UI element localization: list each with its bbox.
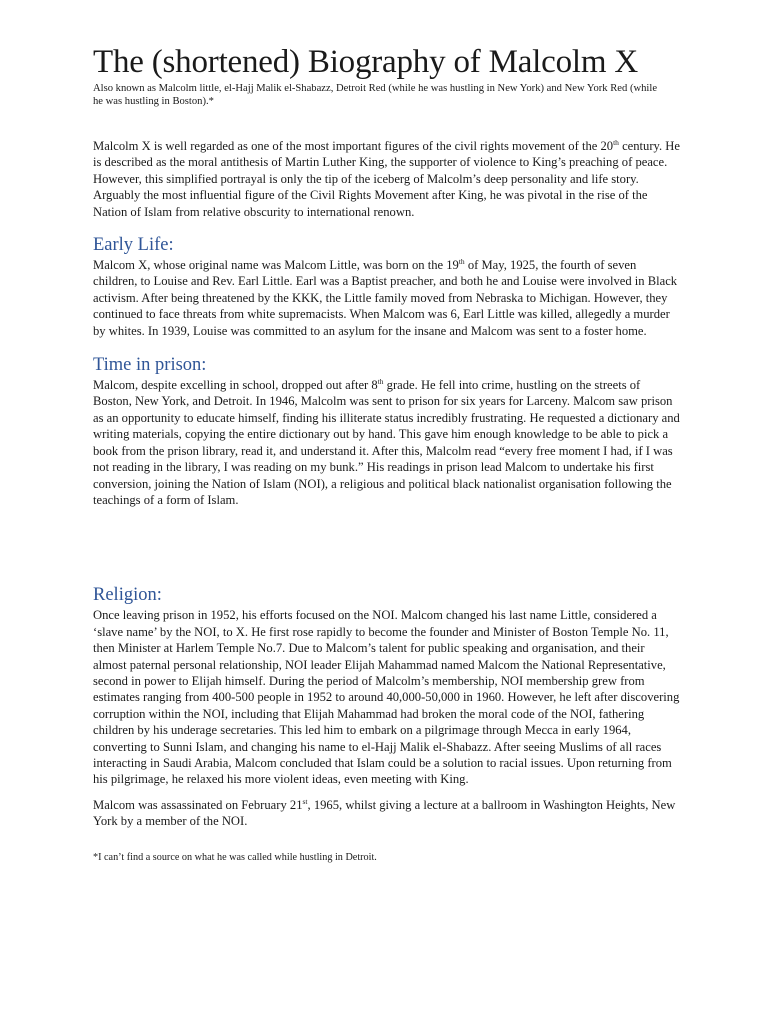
early-life-superscript: th (458, 256, 465, 266)
intro-superscript: th (613, 137, 619, 147)
prison-heading: Time in prison: (93, 355, 207, 376)
death-superscript: st (302, 796, 308, 806)
death-text-1: Malcom was assassinated on February 21 (93, 797, 303, 812)
early-life-text-1: Malcom X, whose original name was Malcom Little, was born on the 19 (93, 258, 459, 273)
footnote: *I can’t find a source on what he was called while hustling in Detroit. (93, 851, 377, 863)
death-text-2: , 1965, whilst giving a lecture at a ballroom in Washington Heights, New York by a member of the NOI. (93, 797, 676, 829)
prison-text-1: Malcom, despite excelling in school, dropped out after 8 (93, 378, 378, 393)
religion-heading: Religion: (93, 585, 162, 606)
early-life-paragraph (93, 257, 681, 339)
intro-paragraph (93, 138, 681, 220)
prison-superscript: th (377, 376, 384, 386)
prison-paragraph (93, 377, 681, 508)
prison-text-2: grade. He fell into crime, hustling on the streets of Boston, New York, and Detroit. In 1946, Malcolm was sent to prison for six years for Larceny. Malcom saw prison as an opportunity to educate himself, finding his illiterate status incredibly frustrating. He requested a dictionary and writing materials, copying the entire dictionary out by hand. This gave him enough knowledge to be able to pick a book from the prison library, read it, and understand it. After this, Malcolm read “every free moment I had, if I was not reading in the library, I was reading on my bunk.” His readings in prison lead Malcom to undertake his first conversion, joining the Nation of Islam (NOI), a religious and political black nationalist organisation following the teachings of a form of Islam. (93, 378, 680, 507)
intro-text-1: Malcolm X is well regarded as one of the most important figures of the civil rights movement of the 20 (93, 139, 614, 153)
early-life-text-2: of May, 1925, the fourth of seven children, to Louise and Rev. Earl Little. Earl was a Baptist preacher, and both he and Louise were involved in Black activism. After being threatened by the KKK, the Little family moved from Nebraska to Michigan. However, they continued to face threats from white supremacists. When Malcom was 6, Earl Little was killed, allegedly a murder by whites. In 1939, Louise was committed to an asylum for the insane and Malcom was sent to a foster home. (93, 258, 678, 338)
religion-paragraph: Once leaving prison in 1952, his efforts focused on the NOI. Malcom changed his last name Little, considered a ‘slave name’ by the NOI, to X. He first rose rapidly to become the founder and Minister of Boston Temple No. 11, then Minister at Harlem Temple No.7. Due to Malcom’s talent for public speaking and organisation, and their almost paternal personal relationship, NOI leader Elijah Mahammad named Malcom the National Representative, second in power to Elijah himself. During the period of Malcolm’s membership, NOI membership grew from estimates ranging from 400-500 people in 1952 to around 40,000-50,000 in 1960. However, he left after discovering corruption within the NOI, including that Elijah Mahammad had broken the moral code of the NOI, fathering children by his underage secretaries. This led him to embark on a pilgrimage through Mecca in early 1964, converting to Sunni Islam, and changing his name to el-Hajj Malik el-Shabazz. After seeing Muslims of all races interacting in Saudi Arabia, Malcom concluded that Islam could be a solution to racial issues. Upon returning from his pilgrimage, he relaxed his more violent ideas, even meeting with King. (93, 608, 680, 787)
assassination-paragraph (93, 797, 681, 830)
aka-subtitle: Also known as Malcolm little, el-Hajj Malik el-Shabazz, Detroit Red (while he was hustling in New York) and New York Red (while he was hustling in Boston).* (93, 83, 658, 107)
document-title: The (shortened) Biography of Malcolm X (93, 44, 639, 80)
document-page (93, 42, 681, 864)
early-life-heading: Early Life: (93, 235, 174, 256)
intro-text-2: century. He is described as the moral antithesis of Martin Luther King, the supporter of violence to King’s preaching of peace. However, this simplified portrayal is only the tip of the iceberg of Malcolm’s deep personality and life story. Arguably the most influential figure of the Civil Rights Movement after King, he was pivotal in the rise of the Nation of Islam from relative obscurity to international renown. (93, 139, 680, 219)
